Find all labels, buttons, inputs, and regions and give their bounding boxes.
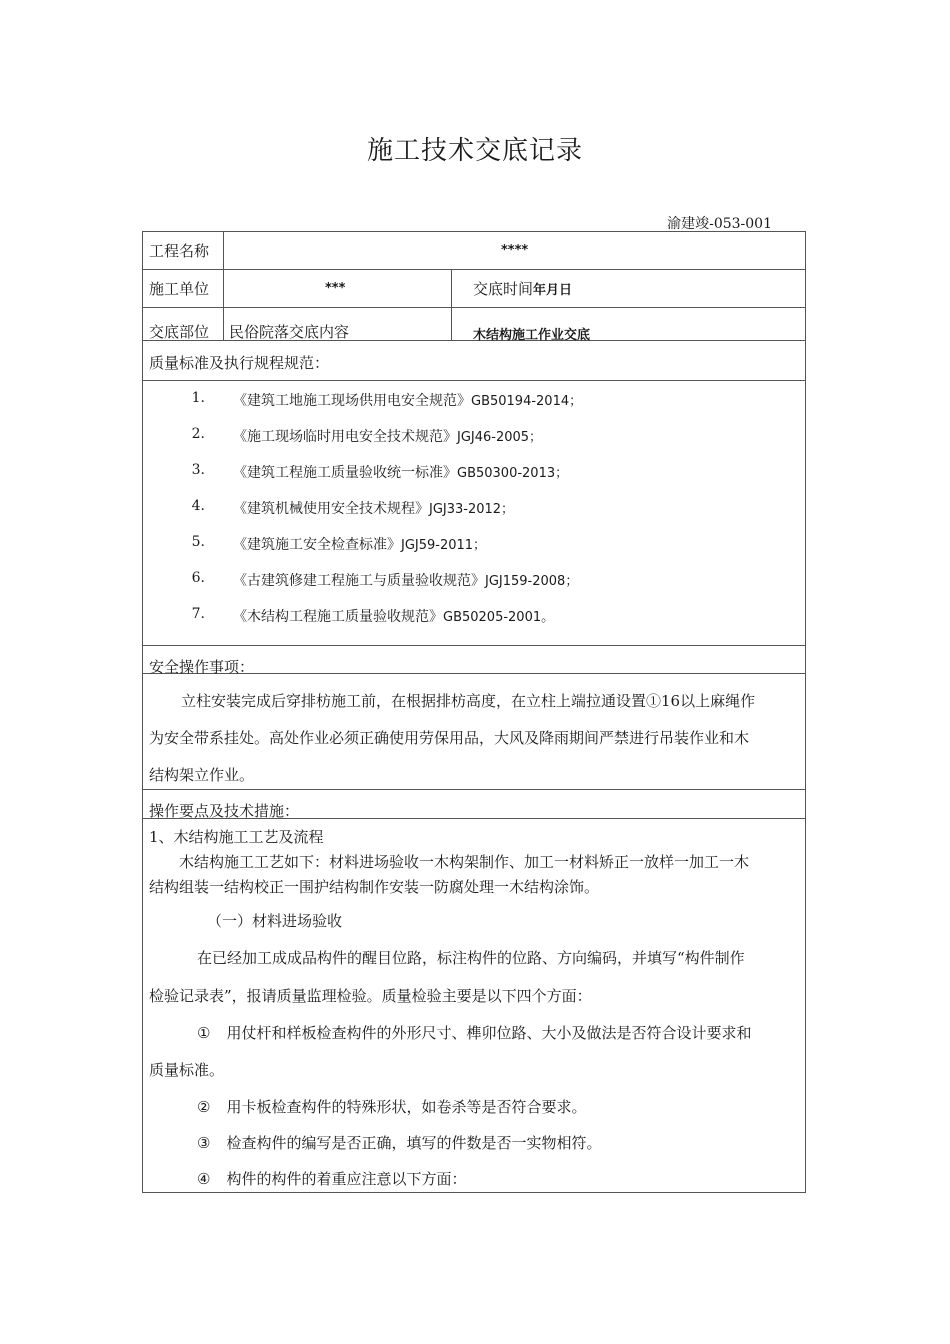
check-item-marker: ③	[197, 1134, 211, 1152]
check-item-text: 用仗杆和样板检查构件的外形尺寸、榫卯位路、大小及做法是否符合设计要求和	[226, 1024, 752, 1042]
check-item-text: 用卡板检查构件的特殊形状，如卷杀等是否符合要求。	[226, 1098, 587, 1116]
disclosure-table	[142, 231, 806, 1193]
safety-text-line: 为安全带系挂处。高处作业必须正确使用劳保用品，大风及降雨期间严禁进行吊装作业和木	[149, 729, 750, 747]
standard-code: JGJ59-2011；	[401, 538, 487, 553]
disclosure-part-value: 民俗院落交底内容	[229, 323, 350, 341]
standard-number: 2.	[191, 426, 205, 442]
safety-text-line: 立柱安装完成后穿排枋施工前，在根据排枋高度，在立柱上端拉通设置①16以上麻绳作	[181, 692, 756, 710]
disclosure-part-label: 交底部位	[149, 323, 210, 341]
row-divider	[143, 269, 805, 270]
process-flow-line: 结构组装一结构校正一围护结构制作安装一防腐处理一木结构涂饰。	[149, 878, 600, 896]
check-item	[197, 1132, 601, 1153]
disclosure-time-label: 交底时间	[473, 280, 534, 298]
safety-text-line: 结构架立作业。	[149, 766, 255, 784]
standard-code: JGJ159-2008；	[485, 574, 579, 589]
standard-number: 3.	[191, 462, 205, 478]
standard-name: 《建筑施工安全检查标准》	[233, 537, 401, 553]
check-item	[197, 1168, 466, 1189]
standard-name: 《施工现场临时用电安全技术规范》	[233, 429, 457, 445]
check-item-marker: ①	[197, 1024, 211, 1042]
check-item-marker: ④	[197, 1170, 211, 1188]
paragraph-line: 检验记录表”，报请质量监理检验。质量检验主要是以下四个方面：	[149, 987, 592, 1005]
standard-number: 5.	[191, 534, 205, 550]
column-divider	[451, 269, 452, 340]
standard-number: 4.	[191, 498, 205, 514]
document-title: 施工技术交底记录	[366, 136, 583, 166]
safety-heading: 安全操作事项：	[149, 658, 255, 676]
check-item-text: 构件的构件的着重应注意以下方面：	[226, 1170, 467, 1188]
standard-name: 《建筑工程施工质量验收统一标准》	[233, 465, 457, 481]
disclosure-content-value: 木结构施工作业交底	[473, 328, 591, 343]
check-item	[197, 1096, 586, 1117]
project-name-label: 工程名称	[149, 242, 210, 260]
standard-name: 《建筑工地施工现场供用电安全规范》	[233, 393, 471, 409]
construction-unit-value: ***	[325, 281, 346, 296]
project-name-value: ****	[501, 243, 529, 258]
paragraph-line: 在已经加工成成品构件的醒目位路，标注构件的位路、方向编码，并填写“构件制作	[197, 949, 745, 967]
construction-unit-label: 施工单位	[149, 280, 210, 298]
standards-heading: 质量标准及执行规程规范：	[149, 354, 330, 372]
document-number: 渝建竣-053-001	[667, 216, 772, 232]
disclosure-time-value: 年月日	[533, 283, 573, 298]
standard-number: 6.	[191, 570, 205, 586]
check-item	[197, 1022, 751, 1043]
operation-heading: 操作要点及技术措施：	[149, 802, 300, 820]
standard-code: JGJ33-2012；	[429, 502, 515, 517]
check-item-continuation: 质量标准。	[149, 1061, 225, 1079]
standard-name: 《木结构工程施工质量验收规范》	[233, 609, 443, 625]
standard-name: 《建筑机械使用安全技术规程》	[233, 501, 429, 517]
standard-name: 《古建筑修建工程施工与质量验收规范》	[233, 573, 485, 589]
check-item-text: 检查构件的编写是否正确，填写的件数是否一实物相符。	[226, 1134, 602, 1152]
standard-code: GB50205-2001。	[443, 610, 555, 625]
standard-code: GB50300-2013；	[457, 466, 569, 481]
row-divider	[143, 307, 805, 308]
disclosure-time-field	[473, 278, 572, 299]
column-divider	[223, 232, 224, 340]
row-divider	[143, 789, 805, 790]
row-divider	[143, 380, 805, 381]
row-divider	[143, 645, 805, 646]
standard-code: JGJ46-2005；	[457, 430, 543, 445]
process-flow-line: 木结构施工工艺如下：材料进场验收一木构架制作、加工一材料矫正一放样一加工一木	[179, 853, 750, 871]
check-item-marker: ②	[197, 1098, 211, 1116]
subsection-heading: （一）材料进场验收	[207, 912, 343, 930]
standard-number: 1.	[191, 390, 205, 406]
standard-code: GB50194-2014；	[471, 394, 583, 409]
standard-number: 7.	[191, 606, 205, 622]
section-heading: 1、木结构施工工艺及流程	[149, 828, 324, 846]
